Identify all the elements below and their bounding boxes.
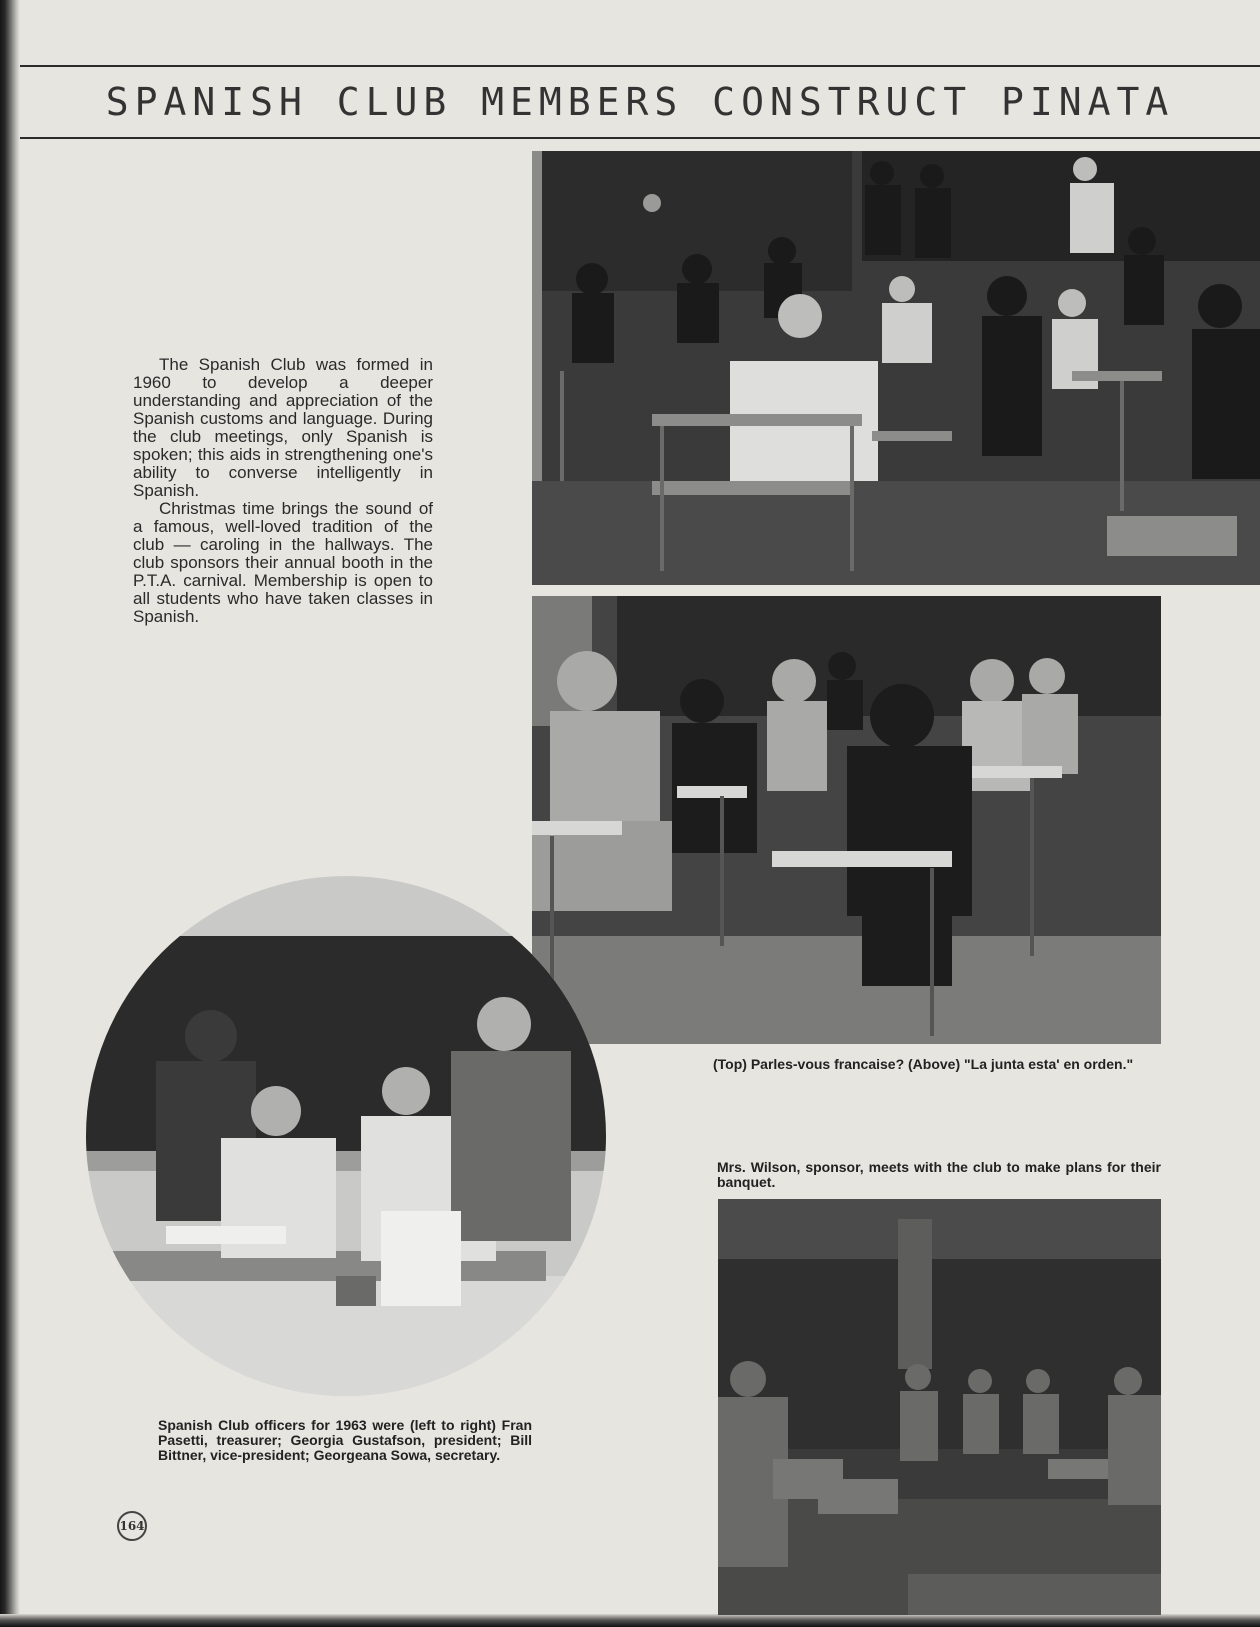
officers-photo [86,876,606,1396]
page-bottom-edge [0,1614,1260,1627]
sponsor-caption: Mrs. Wilson, sponsor, meets with the club to make plans for their banquet. [717,1159,1161,1190]
page-number: 164 [117,1511,147,1541]
officers-caption: Spanish Club officers for 1963 were (left to right) Fran Pasetti, treasurer; Georgia Gustafson, president; Bill Bittner, vice-president; Georgeana Sowa, secretary. [158,1417,532,1463]
classroom-photo-middle [532,596,1161,1044]
headline-rule-top [20,65,1260,67]
sponsor-meeting-photo [718,1199,1161,1615]
classroom-photo-top [532,151,1260,585]
intro-paragraph: Christmas time brings the sound of a famous, well-loved tradition of the club — caroling in the hallways. The club sponsors their annual booth in the P.T.A. carnival. Membership is open to all students who have taken classes in Spanish. [133,499,433,626]
page-binding-edge [0,0,20,1627]
classroom-photos-caption: (Top) Parles-vous francaise? (Above) "La junta esta' en orden." [713,1056,1134,1072]
page-headline: SPANISH CLUB MEMBERS CONSTRUCT PINATA [105,80,1175,124]
intro-text [133,356,433,626]
headline-rule-bottom [20,137,1260,139]
intro-paragraph: The Spanish Club was formed in 1960 to develop a deeper understanding and appreciation of the Spanish customs and language. During the club meetings, only Spanish is spoken; this aids in strengthening one's ability to converse intelligently in Spanish. [133,355,433,500]
